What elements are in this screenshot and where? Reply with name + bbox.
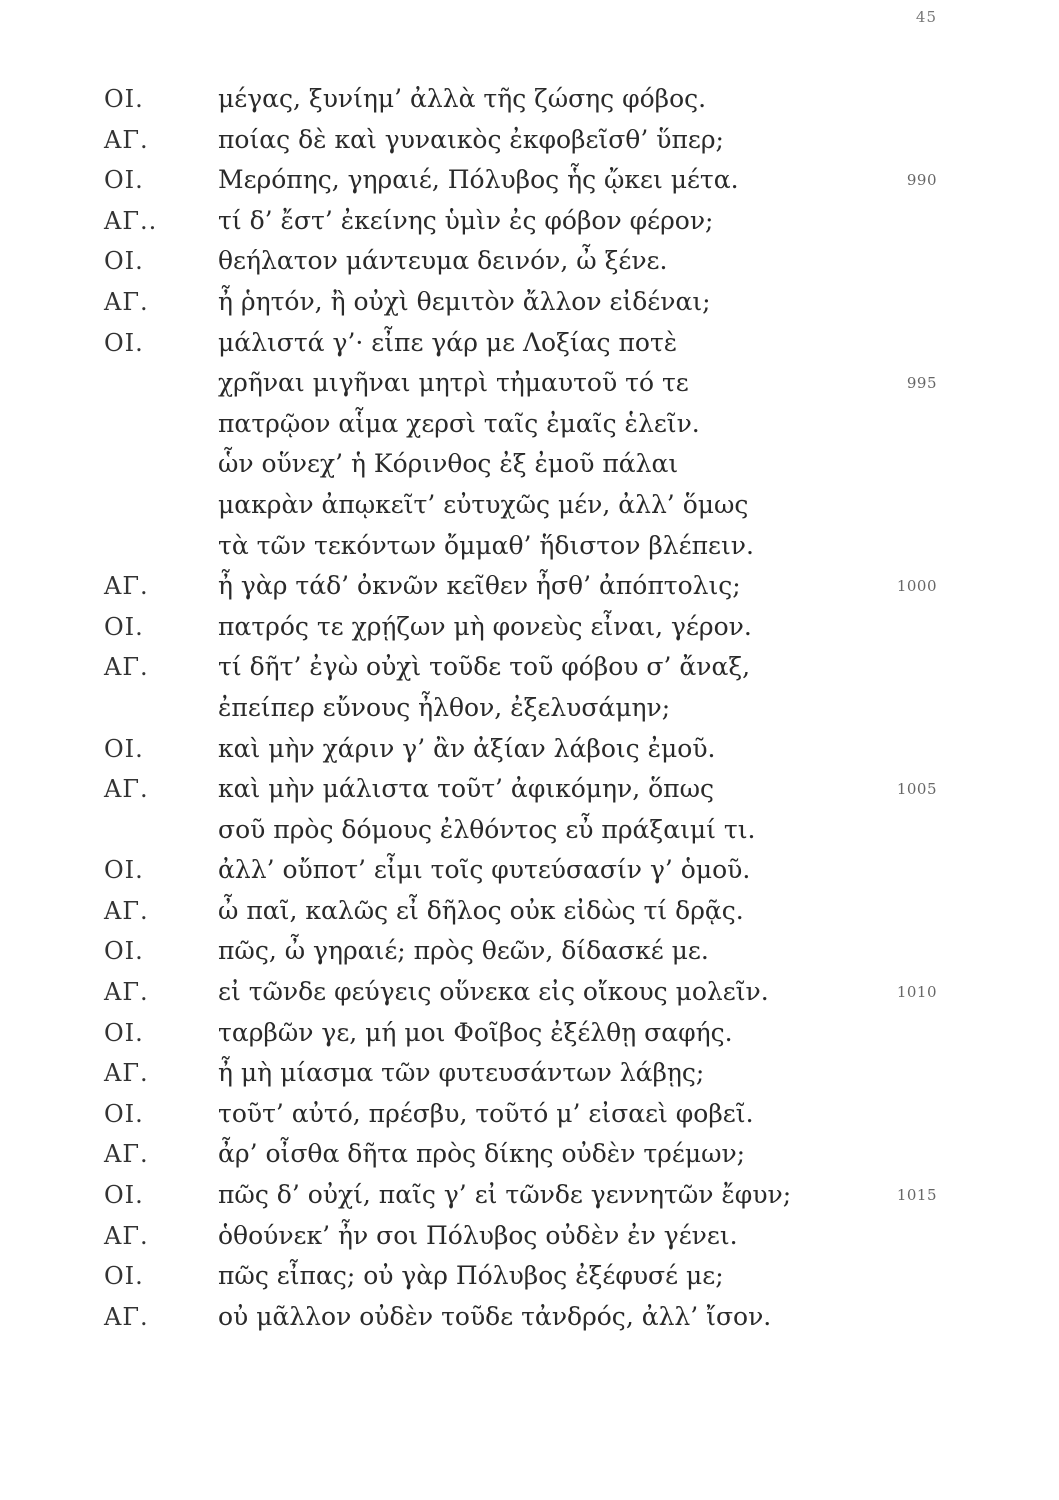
verse-text: πῶς δ’ οὐχί, παῖς γ’ εἰ τῶνδε γεννητῶν ἔφυν; xyxy=(218,1180,792,1210)
line-number: 995 xyxy=(906,374,937,393)
speaker-label: ΑΓ. xyxy=(104,896,149,925)
speaker-label: ΑΓ. xyxy=(104,978,149,1007)
speaker-label: ΟΙ. xyxy=(104,1099,144,1128)
verse-line xyxy=(0,1221,1059,1262)
verse-text: μέγας, ξυνίημ’ ἀλλὰ τῆς ζώσης φόβος. xyxy=(218,84,707,113)
verse-line xyxy=(0,246,1059,287)
speaker-label: ΑΓ. xyxy=(104,572,149,601)
speaker-label: ΑΓ.. xyxy=(104,206,158,235)
verse-list xyxy=(0,84,1059,1342)
verse-line xyxy=(0,896,1059,937)
verse-line xyxy=(0,1180,1059,1221)
speaker-label: ΑΓ. xyxy=(104,125,149,154)
verse-text: ἐπείπερ εὔνους ἦλθον, ἐξελυσάμην; xyxy=(218,692,671,722)
verse-line xyxy=(0,734,1059,775)
speaker-label: ΑΓ. xyxy=(104,1221,149,1250)
line-number: 1000 xyxy=(896,577,937,596)
verse-line xyxy=(0,287,1059,328)
verse-text: ὁθούνεκ’ ἦν σοι Πόλυβος οὐδὲν ἐν γένει. xyxy=(218,1220,738,1250)
verse-line xyxy=(0,125,1059,166)
verse-text: μάλιστά γ’· εἶπε γάρ με Λοξίας ποτὲ xyxy=(218,327,678,357)
page-number: 45 xyxy=(915,8,937,26)
verse-line xyxy=(0,1099,1059,1140)
speaker-label: ΑΓ. xyxy=(104,1059,149,1088)
line-number: 990 xyxy=(906,171,937,190)
verse-line xyxy=(0,977,1059,1018)
speaker-label: ΟΙ. xyxy=(104,247,144,276)
verse-line xyxy=(0,1302,1059,1343)
verse-text: πατρῷον αἷμα χερσὶ ταῖς ἐμαῖς ἑλεῖν. xyxy=(218,408,700,438)
verse-text: καὶ μὴν μάλιστα τοῦτ’ ἀφικόμην, ὅπως xyxy=(218,774,714,804)
verse-text: οὐ μᾶλλον οὐδὲν τοῦδε τἀνδρός, ἀλλ’ ἴσον. xyxy=(218,1301,772,1331)
speaker-label: ΟΙ. xyxy=(104,85,144,113)
verse-text: πῶς, ὦ γηραιέ; πρὸς θεῶν, δίδασκέ με. xyxy=(218,936,709,966)
speaker-label: ΑΓ. xyxy=(104,287,149,316)
verse-line xyxy=(0,531,1059,572)
speaker-label: ΟΙ. xyxy=(104,328,144,357)
verse-line xyxy=(0,1018,1059,1059)
verse-text: ἦ γὰρ τάδ’ ὀκνῶν κεῖθεν ἦσθ’ ἀπόπτολις; xyxy=(218,571,741,601)
verse-text: σοῦ πρὸς δόμους ἐλθόντος εὖ πράξαιμί τι. xyxy=(218,814,756,844)
verse-text: τὰ τῶν τεκόντων ὄμμαθ’ ἥδιστον βλέπειν. xyxy=(218,530,754,560)
verse-text: θεήλατον μάντευμα δεινόν, ὦ ξένε. xyxy=(218,246,668,276)
verse-line xyxy=(0,409,1059,450)
speaker-label: ΟΙ. xyxy=(104,1018,144,1047)
verse-line xyxy=(0,1058,1059,1099)
verse-line xyxy=(0,368,1059,409)
verse-text: Μερόπης, γηραιέ, Πόλυβος ἧς ᾤκει μέτα. xyxy=(218,165,739,195)
verse-line xyxy=(0,206,1059,247)
verse-text: ταρβῶν γε, μή μοι Φοῖβος ἐξέλθῃ σαφής. xyxy=(218,1017,733,1047)
verse-line xyxy=(0,1261,1059,1302)
verse-line xyxy=(0,449,1059,490)
speaker-label: ΟΙ. xyxy=(104,856,144,885)
speaker-label: ΟΙ. xyxy=(104,937,144,966)
verse-text: ἀλλ’ οὔποτ’ εἶμι τοῖς φυτεύσασίν γ’ ὁμοῦ. xyxy=(218,855,751,885)
verse-text: εἰ τῶνδε φεύγεις οὕνεκα εἰς οἴκους μολεῖν. xyxy=(218,977,769,1007)
verse-text: καὶ μὴν χάριν γ’ ἂν ἀξίαν λάβοις ἐμοῦ. xyxy=(218,733,716,763)
verse-text: ὧν οὕνεχ’ ἡ Κόρινθος ἐξ ἐμοῦ πάλαι xyxy=(218,449,679,479)
speaker-label: ΟΙ. xyxy=(104,1181,144,1210)
speaker-label: ΑΓ. xyxy=(104,775,149,804)
line-number: 1010 xyxy=(896,983,937,1002)
verse-line xyxy=(0,490,1059,531)
verse-text: ποίας δὲ καὶ γυναικὸς ἐκφοβεῖσθ’ ὕπερ; xyxy=(218,124,724,154)
verse-line xyxy=(0,165,1059,206)
speaker-label: ΟΙ. xyxy=(104,612,144,641)
verse-text: μακρὰν ἀπῳκεῖτ’ εὐτυχῶς μέν, ἀλλ’ ὅμως xyxy=(218,489,749,519)
verse-line xyxy=(0,612,1059,653)
line-number: 1015 xyxy=(896,1186,937,1205)
verse-line xyxy=(0,936,1059,977)
verse-text: ἦ μὴ μίασμα τῶν φυτευσάντων λάβῃς; xyxy=(218,1058,705,1088)
speaker-label: ΑΓ. xyxy=(104,1302,149,1331)
verse-line xyxy=(0,774,1059,815)
verse-line xyxy=(0,328,1059,369)
speaker-label: ΟΙ. xyxy=(104,1262,144,1291)
verse-line xyxy=(0,855,1059,896)
verse-line xyxy=(0,652,1059,693)
verse-text: τοῦτ’ αὐτό, πρέσβυ, τοῦτό μ’ εἰσαεὶ φοβεῖ. xyxy=(218,1098,754,1128)
verse-text: τί δῆτ’ ἐγὼ οὐχὶ τοῦδε τοῦ φόβου σ’ ἄναξ, xyxy=(218,652,751,682)
verse-text: πατρός τε χρῄζων μὴ φονεὺς εἶναι, γέρον. xyxy=(218,611,752,641)
verse-text: ἆρ’ οἶσθα δῆτα πρὸς δίκης οὐδὲν τρέμων; xyxy=(218,1139,746,1169)
verse-text: ὦ παῖ, καλῶς εἶ δῆλος οὐκ εἰδὼς τί δρᾷς. xyxy=(218,895,744,925)
verse-line xyxy=(0,84,1059,125)
verse-line xyxy=(0,693,1059,734)
verse-line xyxy=(0,1139,1059,1180)
verse-text: πῶς εἶπας; οὐ γὰρ Πόλυβος ἐξέφυσέ με; xyxy=(218,1261,724,1291)
speaker-label: ΑΓ. xyxy=(104,653,149,682)
speaker-label: ΑΓ. xyxy=(104,1140,149,1169)
verse-line xyxy=(0,815,1059,856)
line-number: 1005 xyxy=(896,780,937,799)
verse-text: τί δ’ ἔστ’ ἐκείνης ὑμὶν ἐς φόβον φέρον; xyxy=(218,205,714,235)
verse-text: χρῆναι μιγῆναι μητρὶ τἠμαυτοῦ τό τε xyxy=(218,368,689,398)
speaker-label: ΟΙ. xyxy=(104,734,144,763)
speaker-label: ΟΙ. xyxy=(104,166,144,195)
verse-line xyxy=(0,571,1059,612)
verse-text: ἦ ῥητόν, ἢ οὐχὶ θεμιτὸν ἄλλον εἰδέναι; xyxy=(218,286,711,316)
